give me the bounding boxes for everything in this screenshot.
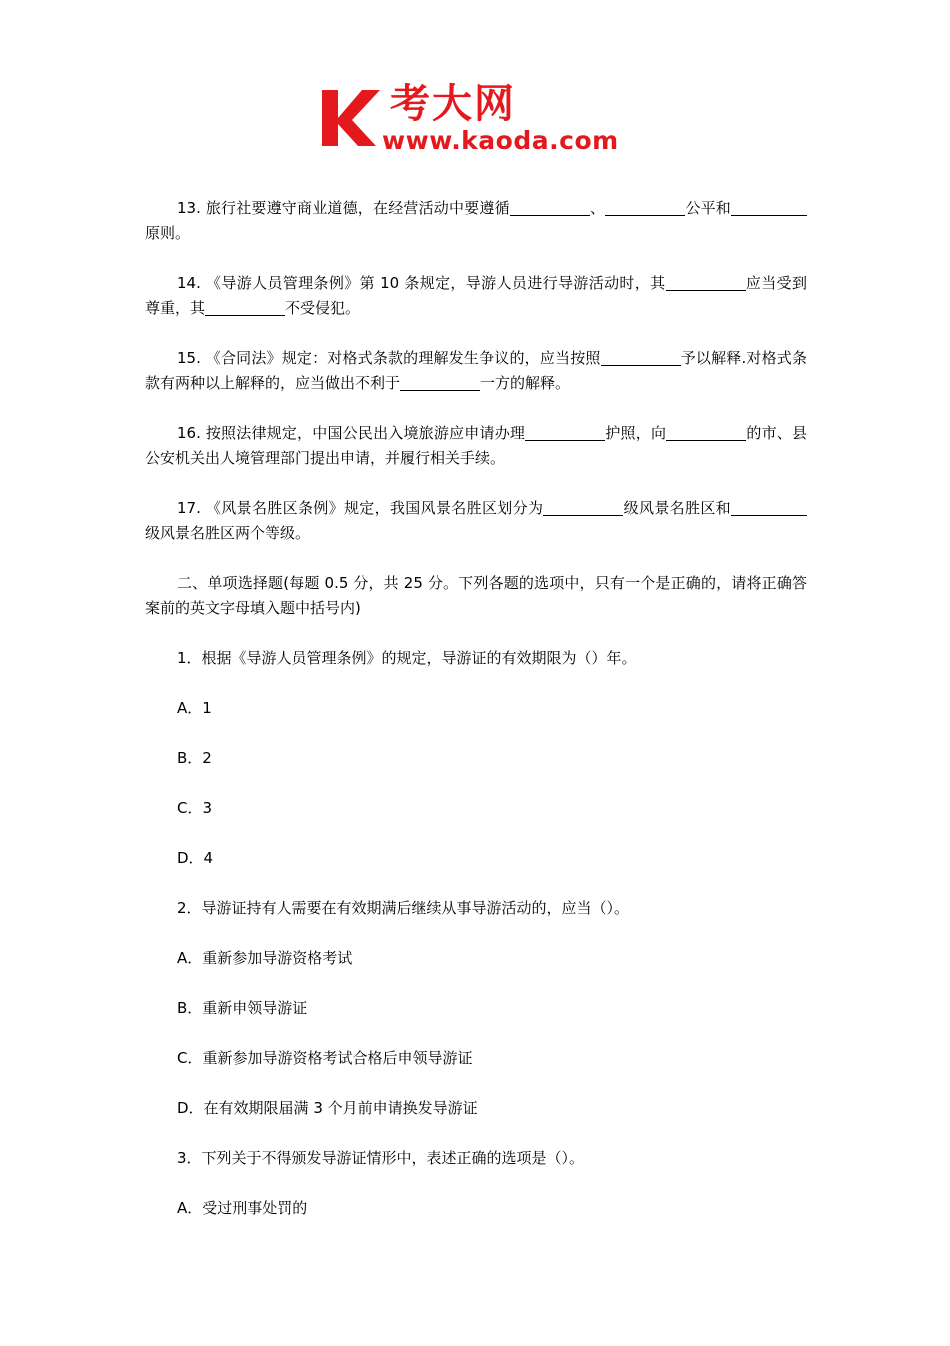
option-line: A．1 [177,699,212,717]
answer-blank [601,349,681,366]
answer-blank [731,499,769,516]
question-15 [145,346,807,396]
question-text: 13. 旅行社要遵守商业道德，在经营活动中要遵循 [177,199,510,217]
question-text: 17. 《风景名胜区条例》规定，我国风景名胜区划分为 [177,499,544,517]
question-text: 一方的解释。 [480,374,571,392]
answer-blank [769,199,807,216]
kaoda-k-logo-icon [318,84,384,150]
answer-blank [400,374,480,391]
option-line: B．重新申领导游证 [177,999,308,1017]
question-text: 16. 按照法律规定，中国公民出入境旅游应申请办理 [177,424,526,442]
option-line: A．受过刑事处罚的 [177,1199,308,1217]
answer-blank [525,424,605,441]
section-heading: 二、单项选择题(每题 0.5 分，共 25 分。下列各题的选项中，只有一个是正确的，请将正确答案前的英文字母填入题中括号内) [145,574,807,617]
option-line: D．4 [177,849,214,867]
question-text: 护照，向 [605,424,667,442]
question-text: 予以解释.对格式条款有两种以上解释的，应当做出不利于 [145,349,807,392]
option-line: B．2 [177,749,212,767]
option-line: C．3 [177,799,213,817]
question-text: 原则。 [145,224,191,242]
question-16 [145,421,807,471]
option-line: C．重新参加导游资格考试合格后申领导游证 [177,1049,473,1067]
option-line: D．在有效期限届满 3 个月前申请换发导游证 [177,1099,478,1117]
choice-question-3: 3．下列关于不得颁发导游证情形中，表述正确的选项是（）。 [177,1149,585,1167]
question-text: 应当受到尊重，其 [145,274,807,317]
answer-blank [205,299,285,316]
question-text: 级风景名胜区和 [623,499,731,517]
answer-blank [666,424,746,441]
document-body [145,196,807,1246]
question-text: 的市、县公安机关出人境管理部门提出申请，并履行相关手续。 [145,424,807,467]
answer-blank [510,199,590,216]
answer-blank [769,499,807,516]
question-text: 公平和 [685,199,731,217]
question-text: 级风景名胜区两个等级。 [145,524,311,542]
answer-blank [666,274,746,291]
answer-blank [731,199,769,216]
logo-url-text: www.kaoda.com [382,126,619,155]
question-text: 不受侵犯。 [285,299,361,317]
choice-question-1: 1．根据《导游人员管理条例》的规定，导游证的有效期限为（）年。 [177,649,637,667]
question-14 [145,271,807,321]
question-17 [145,496,807,546]
answer-blank [605,199,685,216]
answer-blank [543,499,623,516]
question-13 [145,196,807,246]
kaoda-logo [318,80,640,160]
option-line: A．重新参加导游资格考试 [177,949,353,967]
question-text: 、 [589,199,606,217]
question-text: 14. 《导游人员管理条例》第 10 条规定，导游人员进行导游活动时，其 [177,274,666,292]
question-text: 15. 《合同法》规定：对格式条款的理解发生争议的，应当按照 [177,349,601,367]
logo-brand-text: 考大网 [390,81,516,127]
choice-question-2: 2．导游证持有人需要在有效期满后继续从事导游活动的，应当（）。 [177,899,630,917]
